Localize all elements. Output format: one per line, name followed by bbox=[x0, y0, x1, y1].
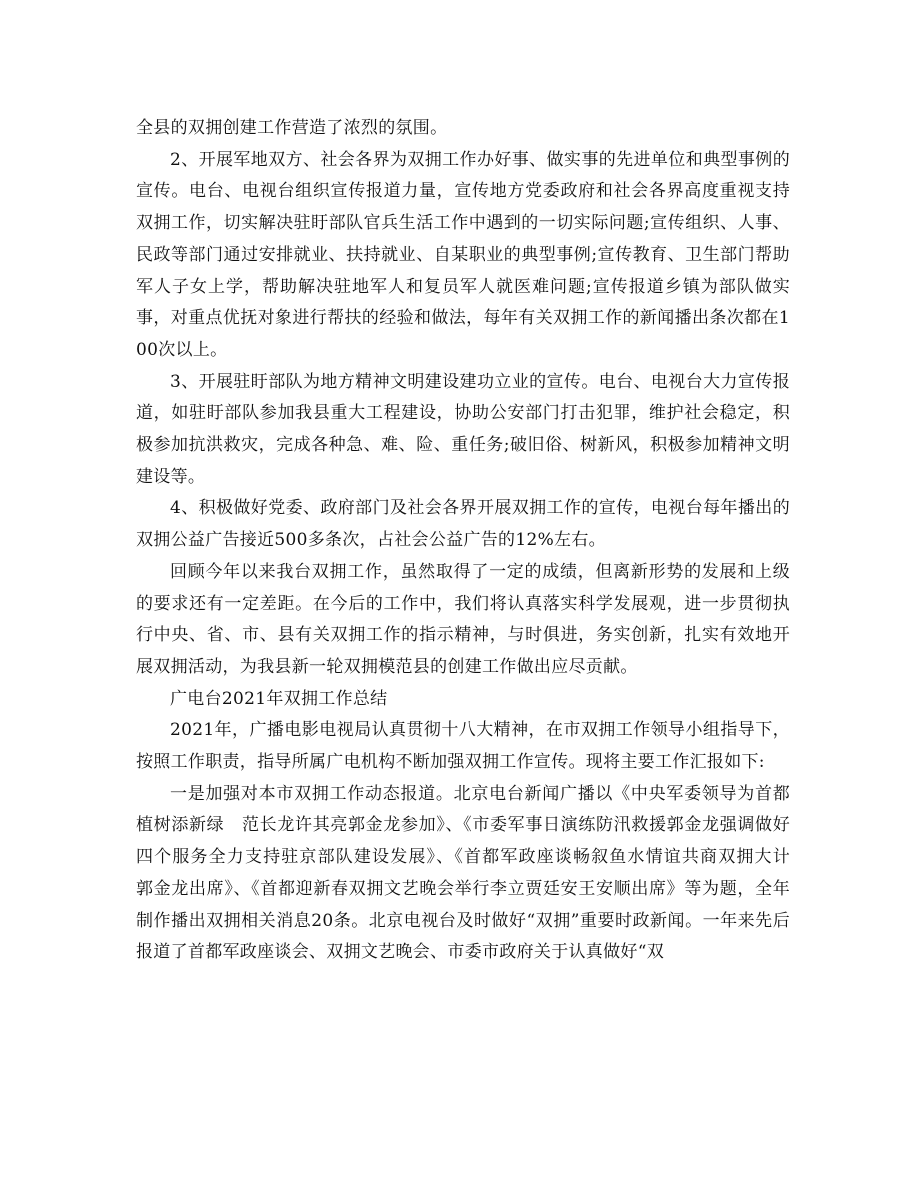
paragraph-intro: 2021年，广播电影电视局认真贯彻十八大精神，在市双拥工作领导小组指导下，按照工作职责，指导所属广电机构不断加强双拥工作宣传。现将主要工作汇报如下: bbox=[136, 720, 790, 773]
section-title: 广电台2021年双拥工作总结 bbox=[170, 688, 388, 709]
paragraph-item-2: 2、开展军地双方、社会各界为双拥工作办好事、做实事的先进单位和典型事例的宣传。电台、电视台组织宣传报道力量，宣传地方党委政府和社会各界高度重视支持双拥工作，切实解决驻盱部队官兵生活工作中遇到的一切实际问题;宣传组织、人事、民政等部门通过安排就业、扶持就业、自某职业的典型事例;宣传教育、卫生部门帮助军人子女上学，帮助解决驻地军人和复员军人就医难问题;宣传报道乡镇为部队做实事，对重点优抚对象进行帮扶的经验和做法，每年有关双拥工作的新闻播出条次都在100次以上。 bbox=[136, 149, 790, 360]
paragraph-continuation: 全县的双拥创建工作营造了浓烈的氛围。 bbox=[136, 118, 448, 138]
document-page bbox=[136, 113, 808, 1143]
paragraph-point-1: 一是加强对本市双拥工作动态报道。北京电台新闻广播以《中央军委领导为首都植树添新绿 范长龙许其亮郭金龙参加》、《市委军事日演练防汛救援郭金龙强调做好四个服务全力支持驻京部队建设发展》、《首都军政座谈畅叙鱼水情谊共商双拥大计 郭金龙出席》、《首都迎新春双拥文艺晚会举行李立贾廷安王安顺出席》等为题，全年制作播出双拥相关消息20条。北京电视台及时做好“双拥”重要时政新闻。一年来先后报道了首都军政座谈会、双拥文艺晚会、市委市政府关于认真做好“双 bbox=[136, 783, 808, 963]
paragraph-item-3: 3、开展驻盱部队为地方精神文明建设建功立业的宣传。电台、电视台大力宣传报道，如驻盱部队参加我县重大工程建设，协助公安部门打击犯罪，维护社会稳定，积极参加抗洪救灾，完成各种急、难、险、重任务;破旧俗、树新风，积极参加精神文明建设等。 bbox=[136, 371, 790, 487]
paragraph-item-4: 4、积极做好党委、政府部门及社会各界开展双拥工作的宣传，电视台每年播出的双拥公益广告接近500多条次，占社会公益广告的12%左右。 bbox=[136, 498, 790, 551]
paragraph-review: 回顾今年以来我台双拥工作，虽然取得了一定的成绩，但离新形势的发展和上级的要求还有一定差距。在今后的工作中，我们将认真落实科学发展观，进一步贯彻执行中央、省、市、县有关双拥工作的指示精神，与时俱进，务实创新，扎实有效地开展双拥活动，为我县新一轮双拥模范县的创建工作做出应尽贡献。 bbox=[136, 561, 790, 677]
